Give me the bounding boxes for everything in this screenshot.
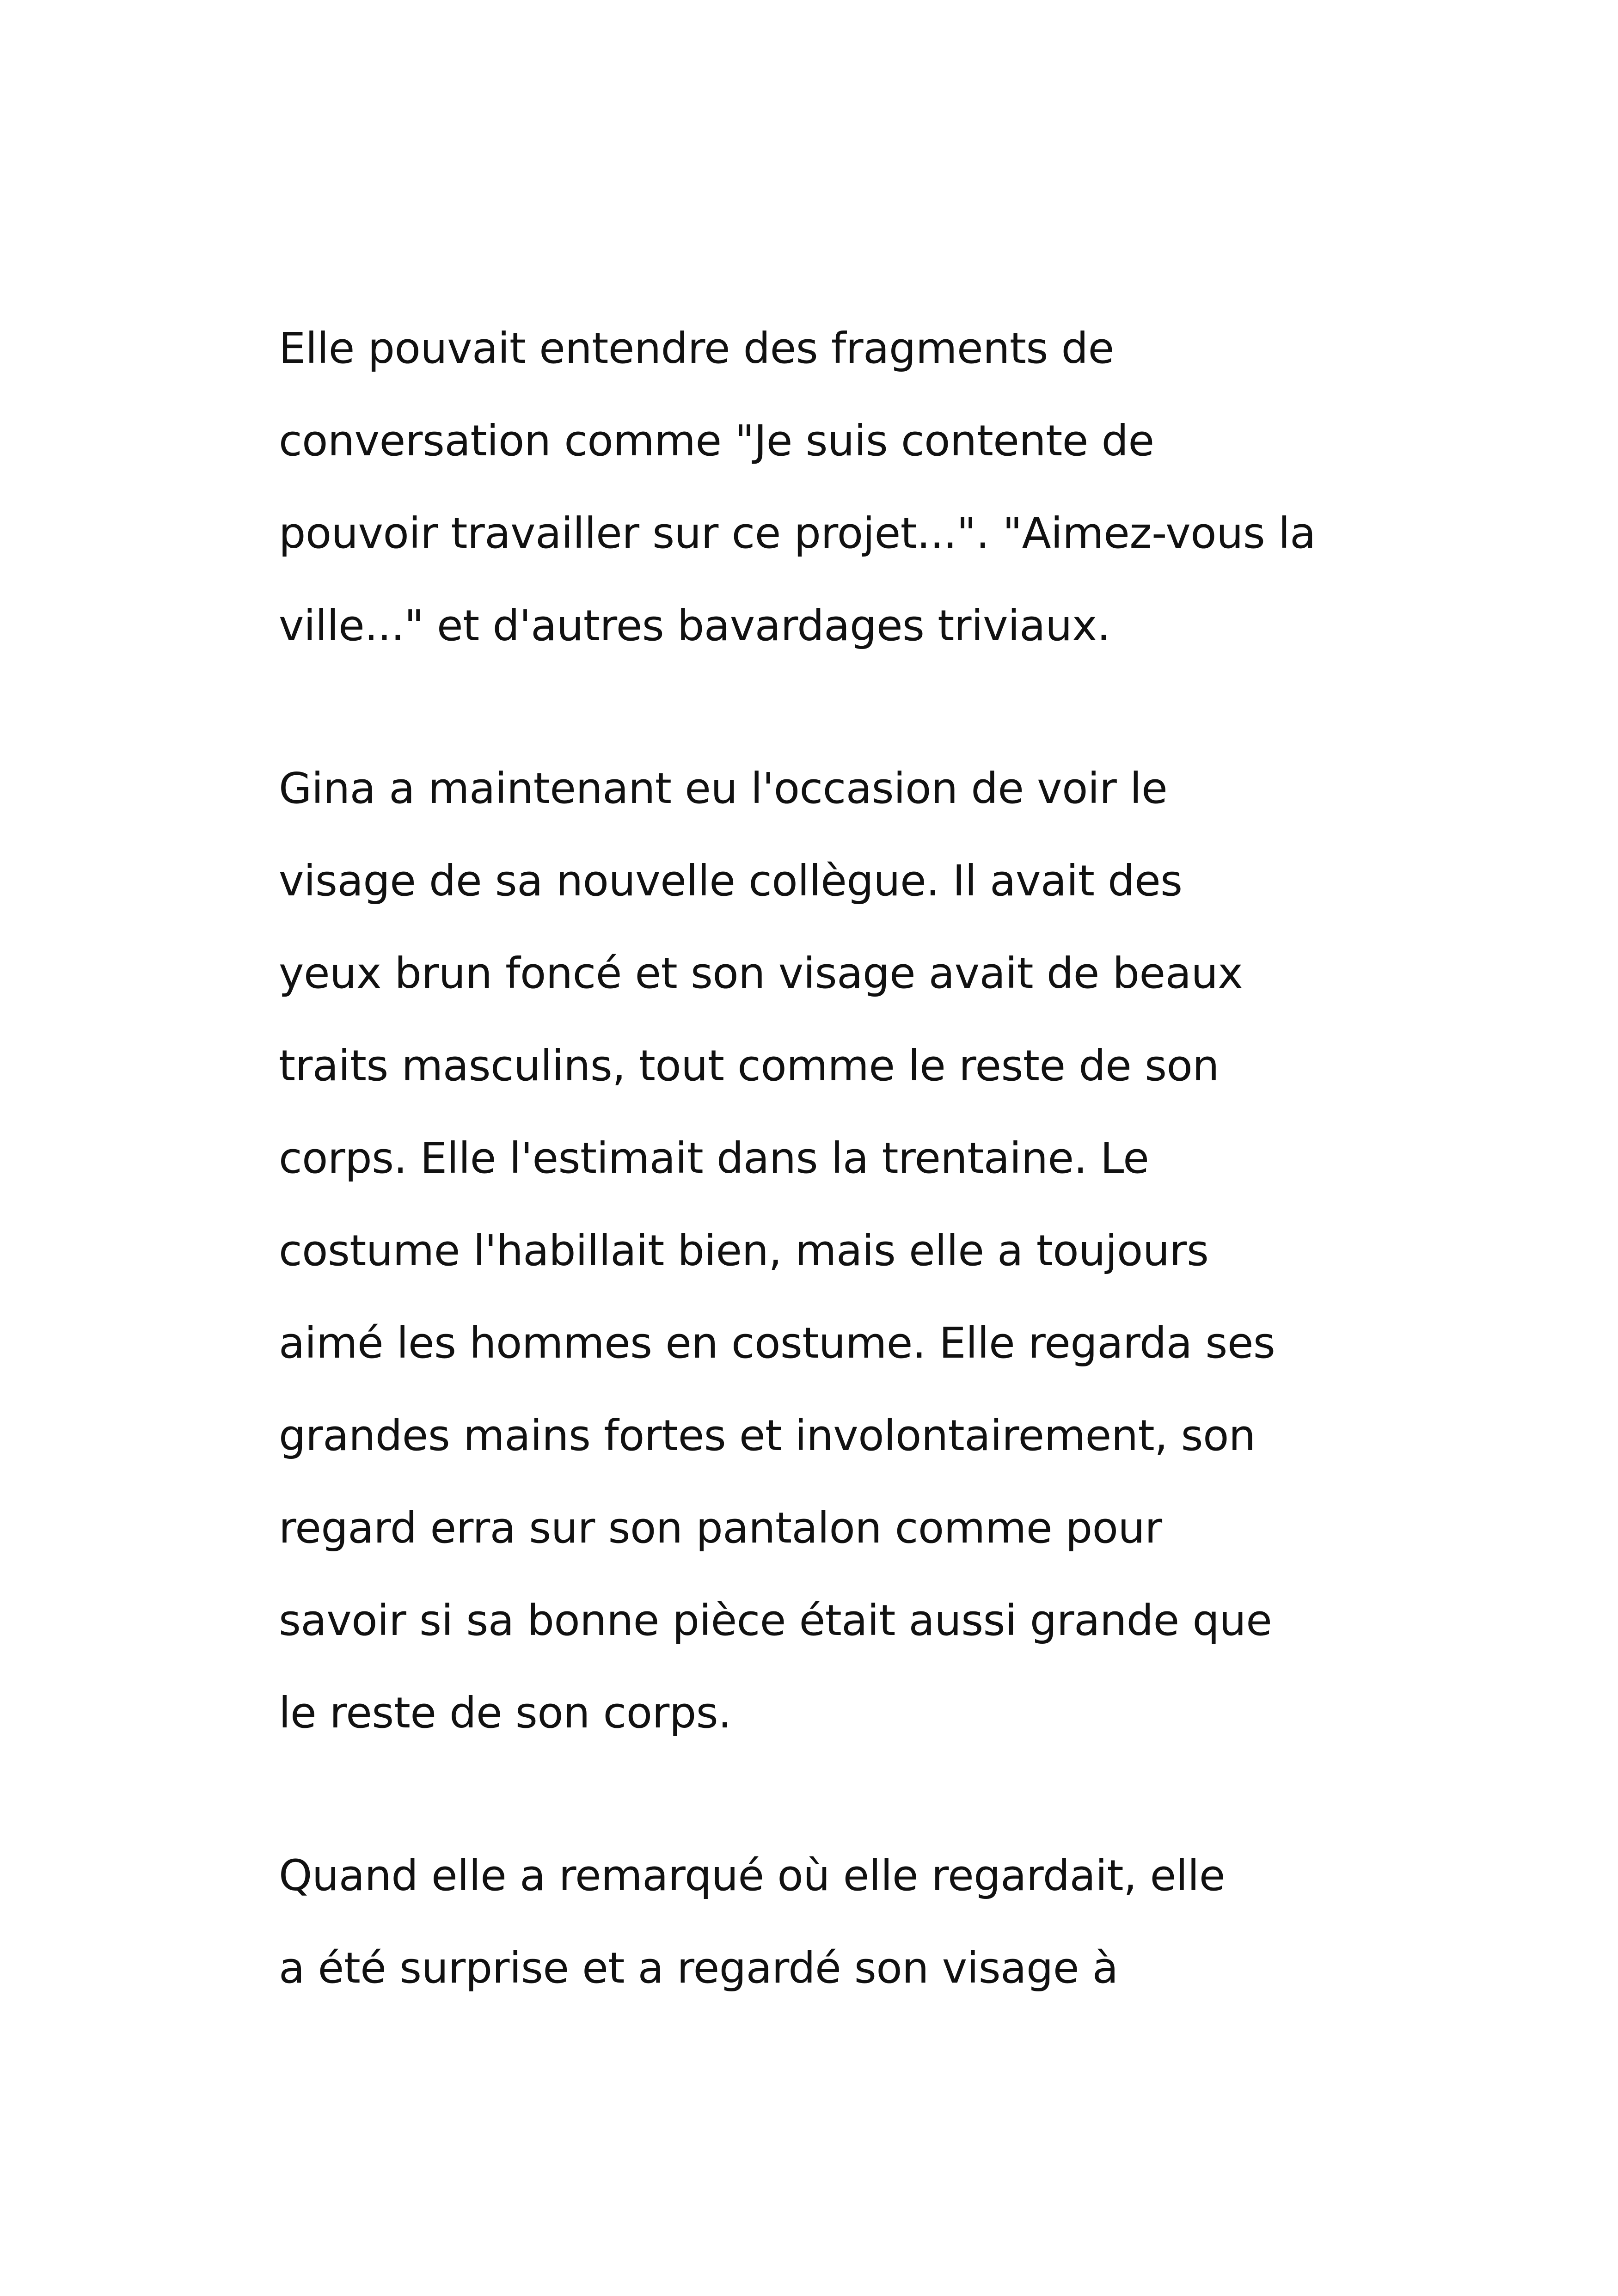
text-line: savoir si sa bonne pièce était aussi grande que [279, 1596, 1272, 1645]
text-line: ville..." et d'autres bavardages triviaux. [279, 601, 1110, 650]
text-line: aimé les hommes en costume. Elle regarda ses [279, 1318, 1275, 1368]
text-line: visage de sa nouvelle collègue. Il avait des [279, 856, 1183, 906]
text-line: pouvoir travailler sur ce projet...". "Aimez-vous la [279, 508, 1316, 558]
text-line: a été surprise et a regardé son visage à [279, 1943, 1118, 1993]
text-line: Quand elle a remarqué où elle regardait, elle [279, 1851, 1225, 1900]
text-line: grandes mains fortes et involontairement, son [279, 1411, 1256, 1460]
text-line: corps. Elle l'estimait dans la trentaine. Le [279, 1133, 1149, 1183]
text-line: Elle pouvait entendre des fragments de [279, 324, 1114, 373]
text-line: regard erra sur son pantalon comme pour [279, 1503, 1162, 1553]
text-line: costume l'habillait bien, mais elle a toujours [279, 1226, 1209, 1275]
text-line: conversation comme "Je suis contente de [279, 416, 1154, 465]
text-line: yeux brun foncé et son visage avait de beaux [279, 949, 1243, 998]
text-line: Gina a maintenant eu l'occasion de voir le [279, 764, 1168, 813]
text-line: traits masculins, tout comme le reste de son [279, 1041, 1220, 1090]
text-line: le reste de son corps. [279, 1688, 731, 1738]
